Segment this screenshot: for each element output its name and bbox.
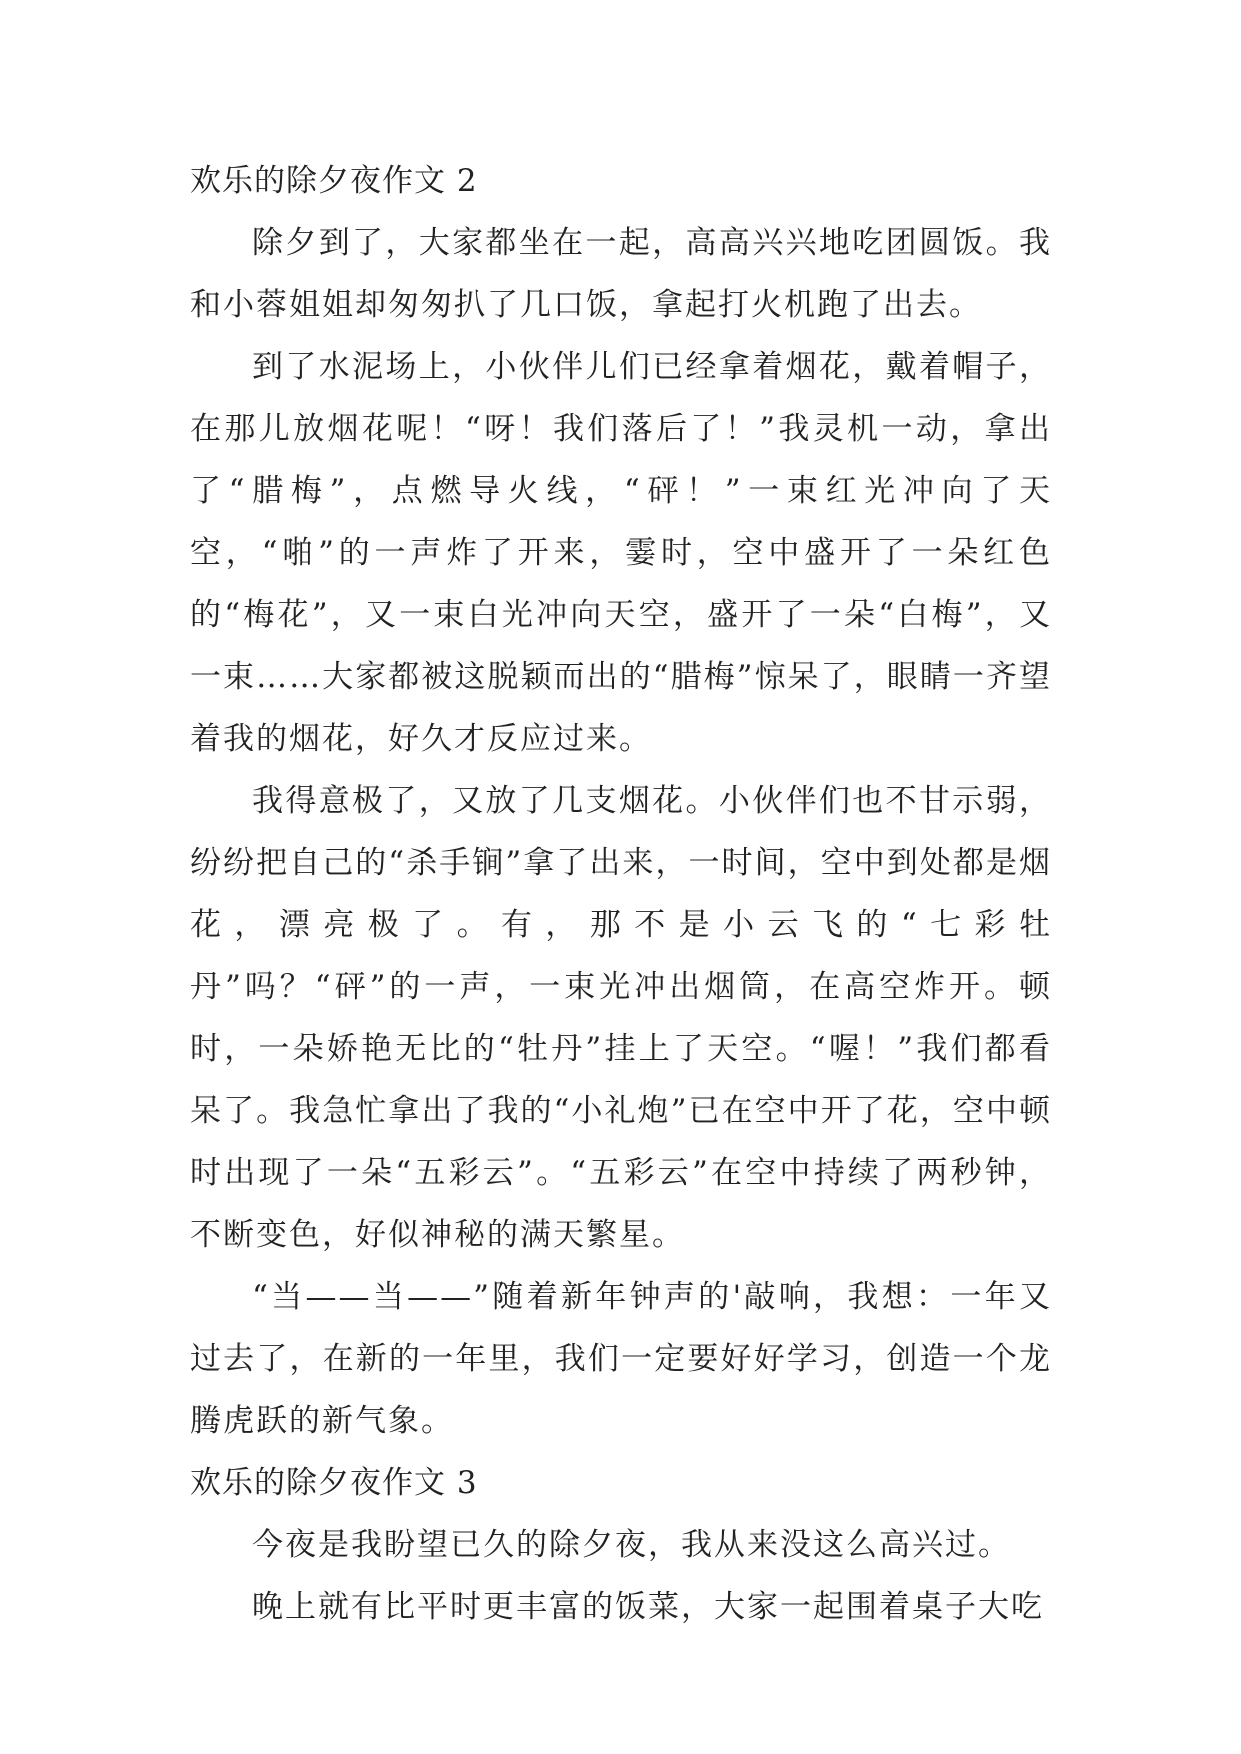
paragraph: 晚上就有比平时更丰富的饭菜，大家一起围着桌子大吃 [252, 1589, 1044, 1625]
essay-section-3 [190, 1452, 1052, 1638]
paragraph: 今夜是我盼望已久的除夕夜，我从来没这么高兴过。 [252, 1527, 1011, 1563]
paragraph: 我得意极了，又放了几支烟花。小伙伴们也不甘示弱，纷纷把自己的“杀手锏”拿了出来，一时间，空中到处都是烟花，漂亮极了。有，那不是小云飞的“七彩牡丹”吗？“砰”的一声，一束光冲出烟筒，在高空炸开。顿时，一朵娇艳无比的“牡丹”挂上了天空。“喔！”我们都看呆了。我急忙拿出了我的“小礼炮”已在空中开了花，空中顿时出现了一朵“五彩云”。“五彩云”在空中持续了两秒钟，不断变色，好似神秘的满天繁星。 [190, 783, 1052, 1253]
document-page [190, 150, 1052, 1638]
section-title: 欢乐的除夕夜作文 3 [190, 1465, 478, 1501]
essay-section-2 [190, 150, 1052, 1452]
section-title: 欢乐的除夕夜作文 2 [190, 163, 478, 199]
paragraph: 除夕到了，大家都坐在一起，高高兴兴地吃团圆饭。我和小蓉姐姐却匆匆扒了几口饭，拿起打火机跑了出去。 [190, 225, 1052, 323]
paragraph: “当——当——”随着新年钟声的'敲响，我想：一年又过去了，在新的一年里，我们一定要好好学习，创造一个龙腾虎跃的新气象。 [190, 1279, 1052, 1439]
paragraph: 到了水泥场上，小伙伴儿们已经拿着烟花，戴着帽子，在那儿放烟花呢！“呀！我们落后了！”我灵机一动，拿出了“腊梅”，点燃导火线，“砰！”一束红光冲向了天空，“啪”的一声炸了开来，霎时，空中盛开了一朵红色的“梅花”，又一束白光冲向天空，盛开了一朵“白梅”，又一束……大家都被这脱颖而出的“腊梅”惊呆了，眼睛一齐望着我的烟花，好久才反应过来。 [190, 349, 1052, 757]
